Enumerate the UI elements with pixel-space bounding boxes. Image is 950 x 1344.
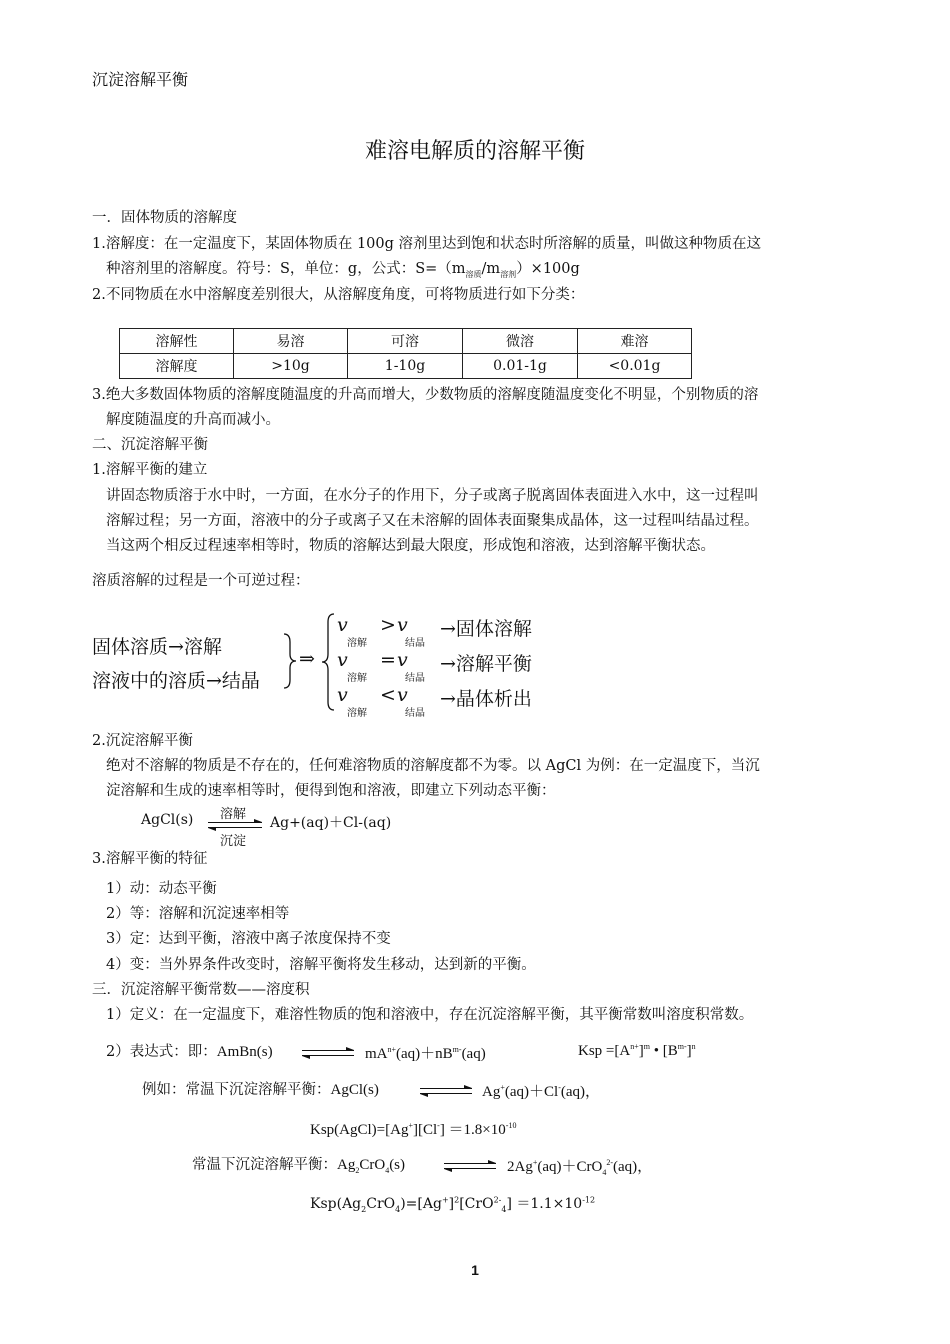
table-row — [120, 354, 692, 379]
scheme-left-line-1: 固体溶质→溶解 — [92, 636, 222, 658]
paragraph: 2.不同物质在水中溶解度差别很大，从溶解度角度，可将物质进行如下分类： — [92, 287, 585, 303]
table-row — [120, 329, 692, 354]
subheading: 1.溶解平衡的建立 — [92, 462, 208, 478]
section-1-heading: 一．固体物质的溶解度 — [92, 210, 237, 226]
rate-subscript: 结晶 — [405, 638, 425, 649]
table-cell: 溶解性 — [120, 329, 234, 354]
rate-symbol: v — [337, 684, 348, 706]
rate-subscript: 结晶 — [405, 673, 425, 684]
ksp-general-expression: Ksp $=[A^{n+}]^m$ • $[B^{m-}]^n$ — [578, 1042, 696, 1059]
paragraph: 绝对不溶解的物质是不存在的，任何难溶物质的溶解度都不为零。以 AgCl 为例：在一定温度下，当沉 — [106, 758, 760, 774]
ksp-ag2cro4: $Ksp(Ag_2CrO_4)=[Ag^+]^2[CrO^{2-}_4] =1.1\times 10^{-12}$ — [310, 1195, 596, 1214]
equation-right: Ag+(aq)＋Cl-(aq) — [270, 815, 392, 831]
section-2-heading: 二、沉淀溶解平衡 — [92, 437, 208, 453]
rate-subscript: 溶解 — [347, 708, 367, 719]
table-cell: 1-10g — [348, 354, 463, 379]
implies-arrow: ⇒ — [299, 648, 315, 670]
solubility-table — [119, 328, 692, 379]
example-right: 2Ag+(aq)＋CrO$_4^{2-}$(aq)， — [507, 1158, 653, 1177]
equation-condition-top: 溶解 — [220, 807, 247, 822]
rate-subscript: 溶解 — [347, 638, 367, 649]
comparison-operator: < — [380, 684, 396, 706]
equilibrium-arrow-icon — [420, 1083, 472, 1099]
section-3-heading: 三．沉淀溶解平衡常数——溶度积 — [92, 982, 310, 998]
page-number: 1 — [471, 1262, 479, 1278]
equation-left: AgCl(s) — [141, 812, 194, 828]
left-brace-icon — [320, 612, 336, 712]
paragraph: 讲固态物质溶于水中时，一方面，在水分子的作用下，分子或离子脱离固体表面进入水中，这一过程叫 — [106, 488, 759, 504]
rate-subscript: 结晶 — [405, 708, 425, 719]
subheading: 2.沉淀溶解平衡 — [92, 733, 193, 749]
right-brace-icon — [282, 632, 298, 690]
document-header: 沉淀溶解平衡 — [92, 70, 189, 89]
rate-symbol: v — [397, 684, 408, 706]
comparison-operator: > — [380, 614, 396, 636]
list-item: 1）动：动态平衡 — [106, 881, 217, 897]
expression-right: $mA^{n+}(aq)+nB^{m-}(aq)$ — [365, 1045, 486, 1062]
rate-symbol: v — [337, 649, 348, 671]
expression-line: 2）表达式：即：AmBn(s) — [106, 1044, 273, 1060]
rate-symbol: v — [337, 614, 348, 636]
paragraph: 当这两个相反过程速率相等时，物质的溶解达到最大限度，形成饱和溶液，达到溶解平衡状态。 — [106, 538, 715, 554]
paragraph: 3.绝大多数固体物质的溶解度随温度的升高而增大，少数物质的溶解度随温度变化不明显，个别物质的溶 — [92, 387, 759, 403]
table-cell: 微溶 — [463, 329, 578, 354]
example-right: Ag+(aq)＋Cl-(aq)， — [482, 1083, 601, 1100]
scheme-result: →晶体析出 — [440, 688, 532, 710]
comparison-operator: = — [380, 649, 396, 671]
page-title: 难溶电解质的溶解平衡 — [364, 139, 585, 164]
scheme-result: →固体溶解 — [440, 618, 532, 640]
table-cell: 难溶 — [578, 329, 692, 354]
example-line: 常温下沉淀溶解平衡：$Ag_2CrO_4(s)$ — [192, 1157, 406, 1175]
paragraph: 溶解过程；另一方面，溶液中的分子或离子又在未溶解的固体表面聚集成晶体，这一过程叫结晶过程。 — [106, 513, 759, 529]
table-cell: >10g — [234, 354, 348, 379]
ksp-agcl: Ksp(AgCl)=[Ag+][Cl-] $=1.8\times 10^{-10}$ — [310, 1121, 517, 1138]
example-line: 例如：常温下沉淀溶解平衡：AgCl(s) — [142, 1082, 379, 1098]
table-cell: <0.01g — [578, 354, 692, 379]
equilibrium-arrow-icon — [302, 1045, 354, 1061]
equation-condition-bottom: 沉淀 — [220, 834, 247, 849]
scheme-left-line-2: 溶液中的溶质→结晶 — [92, 670, 260, 692]
rate-symbol: v — [397, 649, 408, 671]
scheme-result: →溶解平衡 — [440, 653, 532, 675]
paragraph: 淀溶解和生成的速率相等时，便得到饱和溶液，即建立下列动态平衡： — [106, 783, 556, 799]
subheading: 3.溶解平衡的特征 — [92, 851, 208, 867]
rate-symbol: v — [397, 614, 408, 636]
definition: 1）定义：在一定温度下，难溶性物质的饱和溶液中，存在沉淀溶解平衡，其平衡常数叫溶度积常数。 — [106, 1007, 754, 1023]
paragraph: 溶质溶解的过程是一个可逆过程： — [92, 573, 310, 589]
table-cell: 0.01-1g — [463, 354, 578, 379]
table-cell: 可溶 — [348, 329, 463, 354]
paragraph: 解度随温度的升高而减小。 — [106, 412, 280, 428]
paragraph: 1.溶解度：在一定温度下，某固体物质在 100g 溶剂里达到饱和状态时所溶解的质量，叫做这种物质在这 — [92, 236, 762, 252]
rate-subscript: 溶解 — [347, 673, 367, 684]
list-item: 4）变：当外界条件改变时，溶解平衡将发生移动，达到新的平衡。 — [106, 957, 536, 973]
equilibrium-arrow-icon — [444, 1158, 496, 1174]
table-cell: 易溶 — [234, 329, 348, 354]
table-cell: 溶解度 — [120, 354, 234, 379]
list-item: 2）等：溶解和沉淀速率相等 — [106, 906, 290, 922]
paragraph: 种溶剂里的溶解度。符号：S，单位：g，公式：$S=(m_{溶质}/m_{溶剂})\times 100g$ — [106, 261, 580, 279]
list-item: 3）定：达到平衡，溶液中离子浓度保持不变 — [106, 931, 391, 947]
